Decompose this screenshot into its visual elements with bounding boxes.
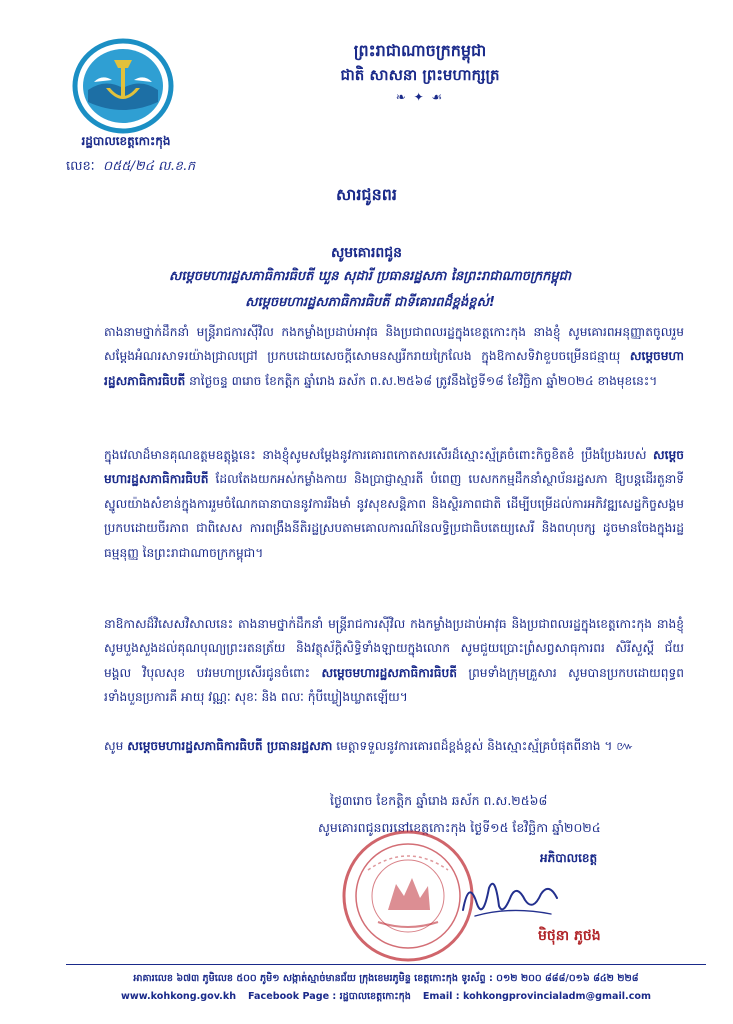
address-line: សម្ដេចមហារដ្ឋសភាធិការធិបតី ជាទីគោរពដ៏ខ្ពង់ខ្ពស់!	[245, 295, 495, 310]
reference-value: ០៥៥/២៤ ល.ខ.ក	[102, 159, 196, 174]
reference-number	[66, 158, 195, 177]
organization-name: រដ្ឋបាលខេត្តកោះកុង	[81, 134, 171, 148]
handwritten-signature-icon	[455, 870, 565, 925]
footer-divider	[66, 964, 706, 965]
national-motto: ជាតិ សាសនា ព្រះមហាក្សត្រ	[340, 66, 500, 84]
recipient-line: សម្ដេចមហារដ្ឋសភាធិការធិបតី ឃួន សុដារី ប្រធានរដ្ឋសភា នៃព្រះរាជាណាចក្រកម្ពុជា	[168, 269, 571, 284]
footer-facebook[interactable]: Facebook Page : រដ្ឋបាលខេត្តកោះកុង	[248, 991, 411, 1002]
footer-website[interactable]: www.kohkong.gov.kh	[121, 991, 237, 1002]
solar-date: សូមគោរពជូនពរនៅខេត្តកោះកុង ថ្ងៃទី១៥ ខែវិច្ឆិកា ឆ្នាំ២០២៤	[318, 820, 601, 835]
paragraph-4-text-b: មេត្តាទទួលនូវការគោរពដ៏ខ្ពង់ខ្ពស់ និងស្មោះស្ម័គ្របំផុតពីនាង ។ ៚	[332, 739, 634, 753]
paragraph-1-text-a: តាងនាមថ្នាក់ដឹកនាំ មន្ត្រីរាជការស៊ីវិល កងកម្លាំងប្រដាប់អាវុធ និងប្រជាពលរដ្ឋក្នុងខេត្តកោះកុង នាងខ្ញុំ សូមគោរពអនុញ្ញាតចូលរួមសម្ដែងអំណរសាទរយ៉ាងជ្រាលជ្រៅ ប្រកបដោយសេចក្ដីសោមនស្សរីករាយក្រៃលែង ក្នុងឱកាសទិវាខួបចម្រើនជន្មាយុ	[104, 325, 684, 364]
lunar-date: ថ្ងៃ៣រោច ខែកត្ដិក ឆ្នាំរោង ឆស័ក ព.ស.២៥៦៨	[330, 793, 548, 808]
salutation: សូមគោរពជូន	[330, 245, 403, 261]
paragraph-1-bold: សម្ដេចមហារដ្ឋសភាធិការធិបតី	[104, 349, 684, 388]
paragraph-3-text-b: ព្រមទាំងក្រុមគ្រួសារ សូមបានប្រកបដោយពុទ្ធពរទាំងបួនប្រការគឺ អាយុ វណ្ណៈ សុខៈ និង ពលៈ កុំបីឃ្លៀងឃ្លាតឡើយ។	[104, 665, 684, 705]
paragraph-4-bold: សម្ដេចមហារដ្ឋសភាធិការធិបតី ប្រធានរដ្ឋសភា	[127, 739, 333, 753]
signer-title: អភិបាលខេត្ត	[540, 851, 598, 865]
paragraph-3-bold: សម្ដេចមហារដ្ឋសភាធិការធិបតី	[321, 665, 457, 680]
paragraph-4	[104, 734, 684, 758]
paragraph-2-text-a: ក្នុងវេលាដ៏មានគុណឧត្ដមឧត្ដុង្គនេះ នាងខ្ញុំសូមសម្ដែងនូវការគោរពកោតសរសើរដ៏ស្មោះស្ម័គ្រចំពោះកិច្ចខិតខំ ប្រឹងប្រែងរបស់	[104, 448, 654, 462]
footer-email[interactable]: Email : kohkongprovincialadm@gmail.com	[422, 991, 651, 1002]
paragraph-1	[104, 320, 684, 393]
paragraph-2-bold: សម្ដេចមហារដ្ឋសភាធិការធិបតី	[104, 448, 684, 487]
motto-ornament: ❧ ✦ ☙	[395, 90, 445, 104]
document-title: សារជូនពរ	[336, 185, 397, 204]
footer-address: អាគារលេខ ៦៧៣ ភូមិលេខ ៥០០ ភូមិ១ សង្កាត់ស្មាច់មានជ័យ ក្រុងខេមរភូមិន្ទ ខេត្តកោះកុង ទូរស័ព្ទ : ០១២ ២០០ ៨៨៨/០១៦ ៨៤២ ២២៨	[133, 973, 639, 984]
reference-label: លេខៈ	[66, 159, 95, 174]
signer-name: មិថុនា ភូថង	[538, 928, 601, 944]
paragraph-3-text-a: នាឱកាសដ៏វិសេសវិសាលនេះ តាងនាមថ្នាក់ដឹកនាំ មន្ត្រីរាជការស៊ីវិល កងកម្លាំងប្រដាប់អាវុធ និងប្រជាពលរដ្ឋក្នុងខេត្តកោះកុង នាងខ្ញុំសូមបួងសួងដល់គុណបុណ្យព្រះរតនត្រ័យ និងវត្ថុស័ក្ដិសិទ្ធិទាំងឡាយក្នុងលោក សូមជួយប្រោះព្រំសព្វសាធុការពរ សិរីសួស្ដី ជ័យមង្គល វិបុលសុខ បវរមហាប្រសើរជូនចំពោះ	[104, 617, 684, 680]
paragraph-2	[104, 443, 684, 565]
paragraph-2-text-b: ដែលតែងយកអស់កម្លាំងកាយ និងប្រាជ្ញាស្មារតី បំពេញ បេសកកម្មដឹកនាំស្ថាប័នរដ្ឋសភា ឱ្យបន្តដើរតួនាទីស្នូលយ៉ាងសំខាន់ក្នុងការរួមចំណែកធានាបាននូវការរឹងមាំ នូវសុខសន្តិភាព និងស្ថិរភាពជាតិ ដើម្បីបម្រើដល់ការអភិវឌ្ឍសេដ្ឋកិច្ចសង្គមប្រកបដោយចីរភាព ជាពិសេស ការពង្រឹងនីតិរដ្ឋស្របតាមគោលការណ៍នៃលទ្ធិប្រជាធិបតេយ្យសេរី និងពហុបក្ស ដូចមានចែងក្នុងរដ្ឋធម្មនុញ្ញ នៃព្រះរាជាណាចក្រកម្ពុជា។	[104, 472, 684, 560]
paragraph-4-text-a: សូម	[104, 739, 128, 753]
paragraph-3	[104, 612, 684, 710]
footer-contacts	[66, 990, 706, 1004]
paragraph-1-text-b: នាថ្ងៃចន្ទ ៣រោច ខែកត្ដិក ឆ្នាំរោង ឆស័ក ព.ស.២៥៦៨ ត្រូវនឹងថ្ងៃទី១៨ ខែវិច្ឆិកា ឆ្នាំ២០២៤ ខាងមុខនេះ។	[185, 373, 658, 388]
provincial-emblem-icon	[72, 38, 174, 134]
kingdom-heading: ព្រះរាជាណាចក្រកម្ពុជា	[353, 41, 487, 60]
